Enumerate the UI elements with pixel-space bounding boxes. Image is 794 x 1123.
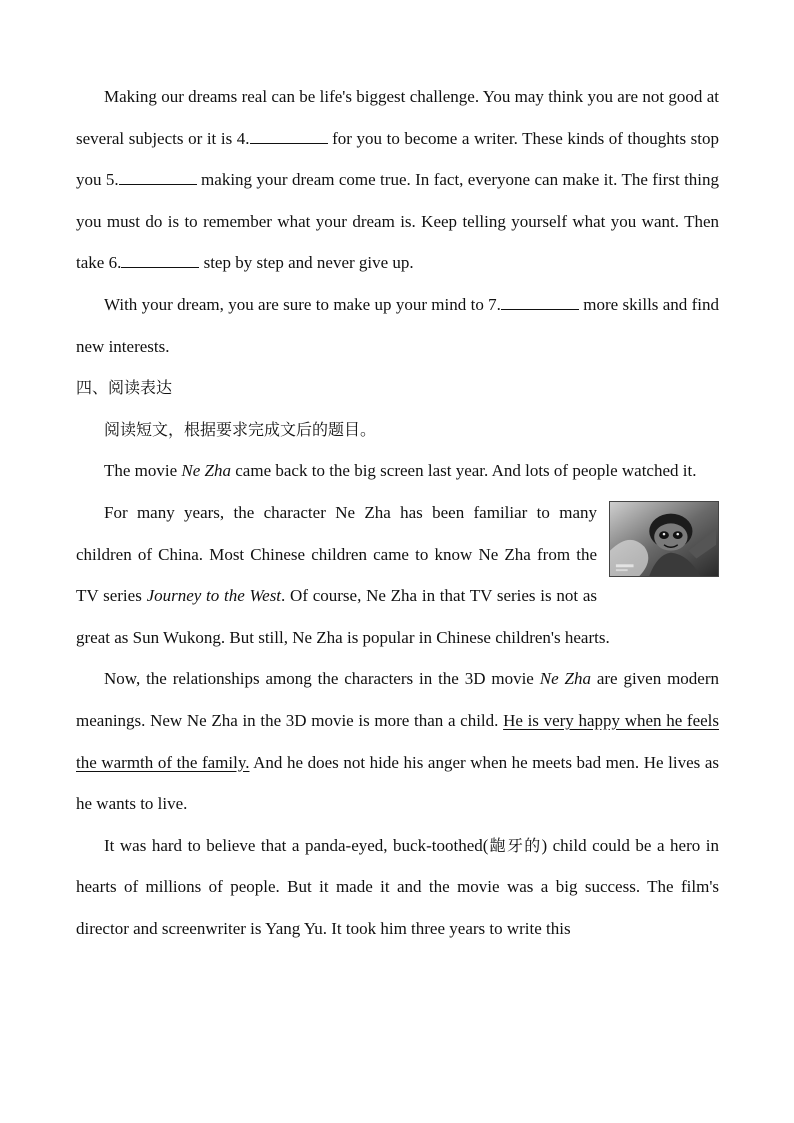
underlined-sentence: He is very happy when he feels the warmth of the family. [76,710,720,772]
text-run: For many years, the character Ne Zha has been familiar to many children of China. Most Chinese children came to know Ne Zha from the TV series [76,502,597,606]
answer-blank-6[interactable] [121,252,199,268]
text-run: more skills and find new interests. [76,294,720,356]
text-run: step by step and never give up. [199,253,414,273]
paragraph-success [76,825,719,950]
text-run: Now, the relationships among the characters in the 3D movie [104,669,540,689]
answer-blank-4[interactable] [250,128,328,144]
ne-zha-movie-poster [609,501,719,577]
paragraph-modern-meanings [76,658,719,824]
text-run: making your dream come true. In fact, everyone can make it. The first thing you must do is to remember what your dream is. Keep telling yourself what you want. Then take 6. [76,170,720,273]
movie-title: Ne Zha [181,461,232,481]
text-run: It was hard to believe that a panda-eyed, buck-toothed( [104,835,489,855]
movie-title: Ne Zha [539,669,591,689]
section-heading: 四、阅读表达 [76,378,173,398]
text-run: . Of course, Ne Zha in that TV series is not as great as Sun Wukong. But still, Ne Zha is popular in Chinese children's hearts. [76,586,610,647]
text-run: ) child could be a hero in hearts of millions of people. But it made it and the movie was a big success. The film's director and screenwriter is Yang Yu. It took him three years to write this [76,835,719,938]
text-run: Making our dreams real can be life's biggest challenge. You may think you are not good at several subjects or it is 4. [76,87,719,148]
chinese-gloss: 龅牙的 [488,835,542,855]
paragraph-movie-intro [76,450,719,492]
instruction: 阅读短文，根据要求完成文后的题目。 [104,419,377,439]
text-run: With your dream, you are sure to make up your mind to 7. [104,294,501,314]
text-run: And he does not hide his anger when he meets bad men. He lives as he wants to live. [76,752,719,814]
tv-series-title: Journey to the West [146,586,282,606]
answer-blank-7[interactable] [501,294,579,310]
answer-blank-5[interactable] [119,169,197,185]
paragraph-with-your-dream [76,284,719,367]
paragraph-dreams [76,76,719,284]
text-run: are given modern meanings. New Ne Zha in the 3D movie is more than a child. [76,669,720,730]
text-run: came back to the big screen last year. And lots of people watched it. [231,461,697,481]
document-body [76,76,719,949]
text-run: The movie [104,461,182,481]
text-run: for you to become a writer. These kinds of thoughts stop you 5. [76,128,719,190]
